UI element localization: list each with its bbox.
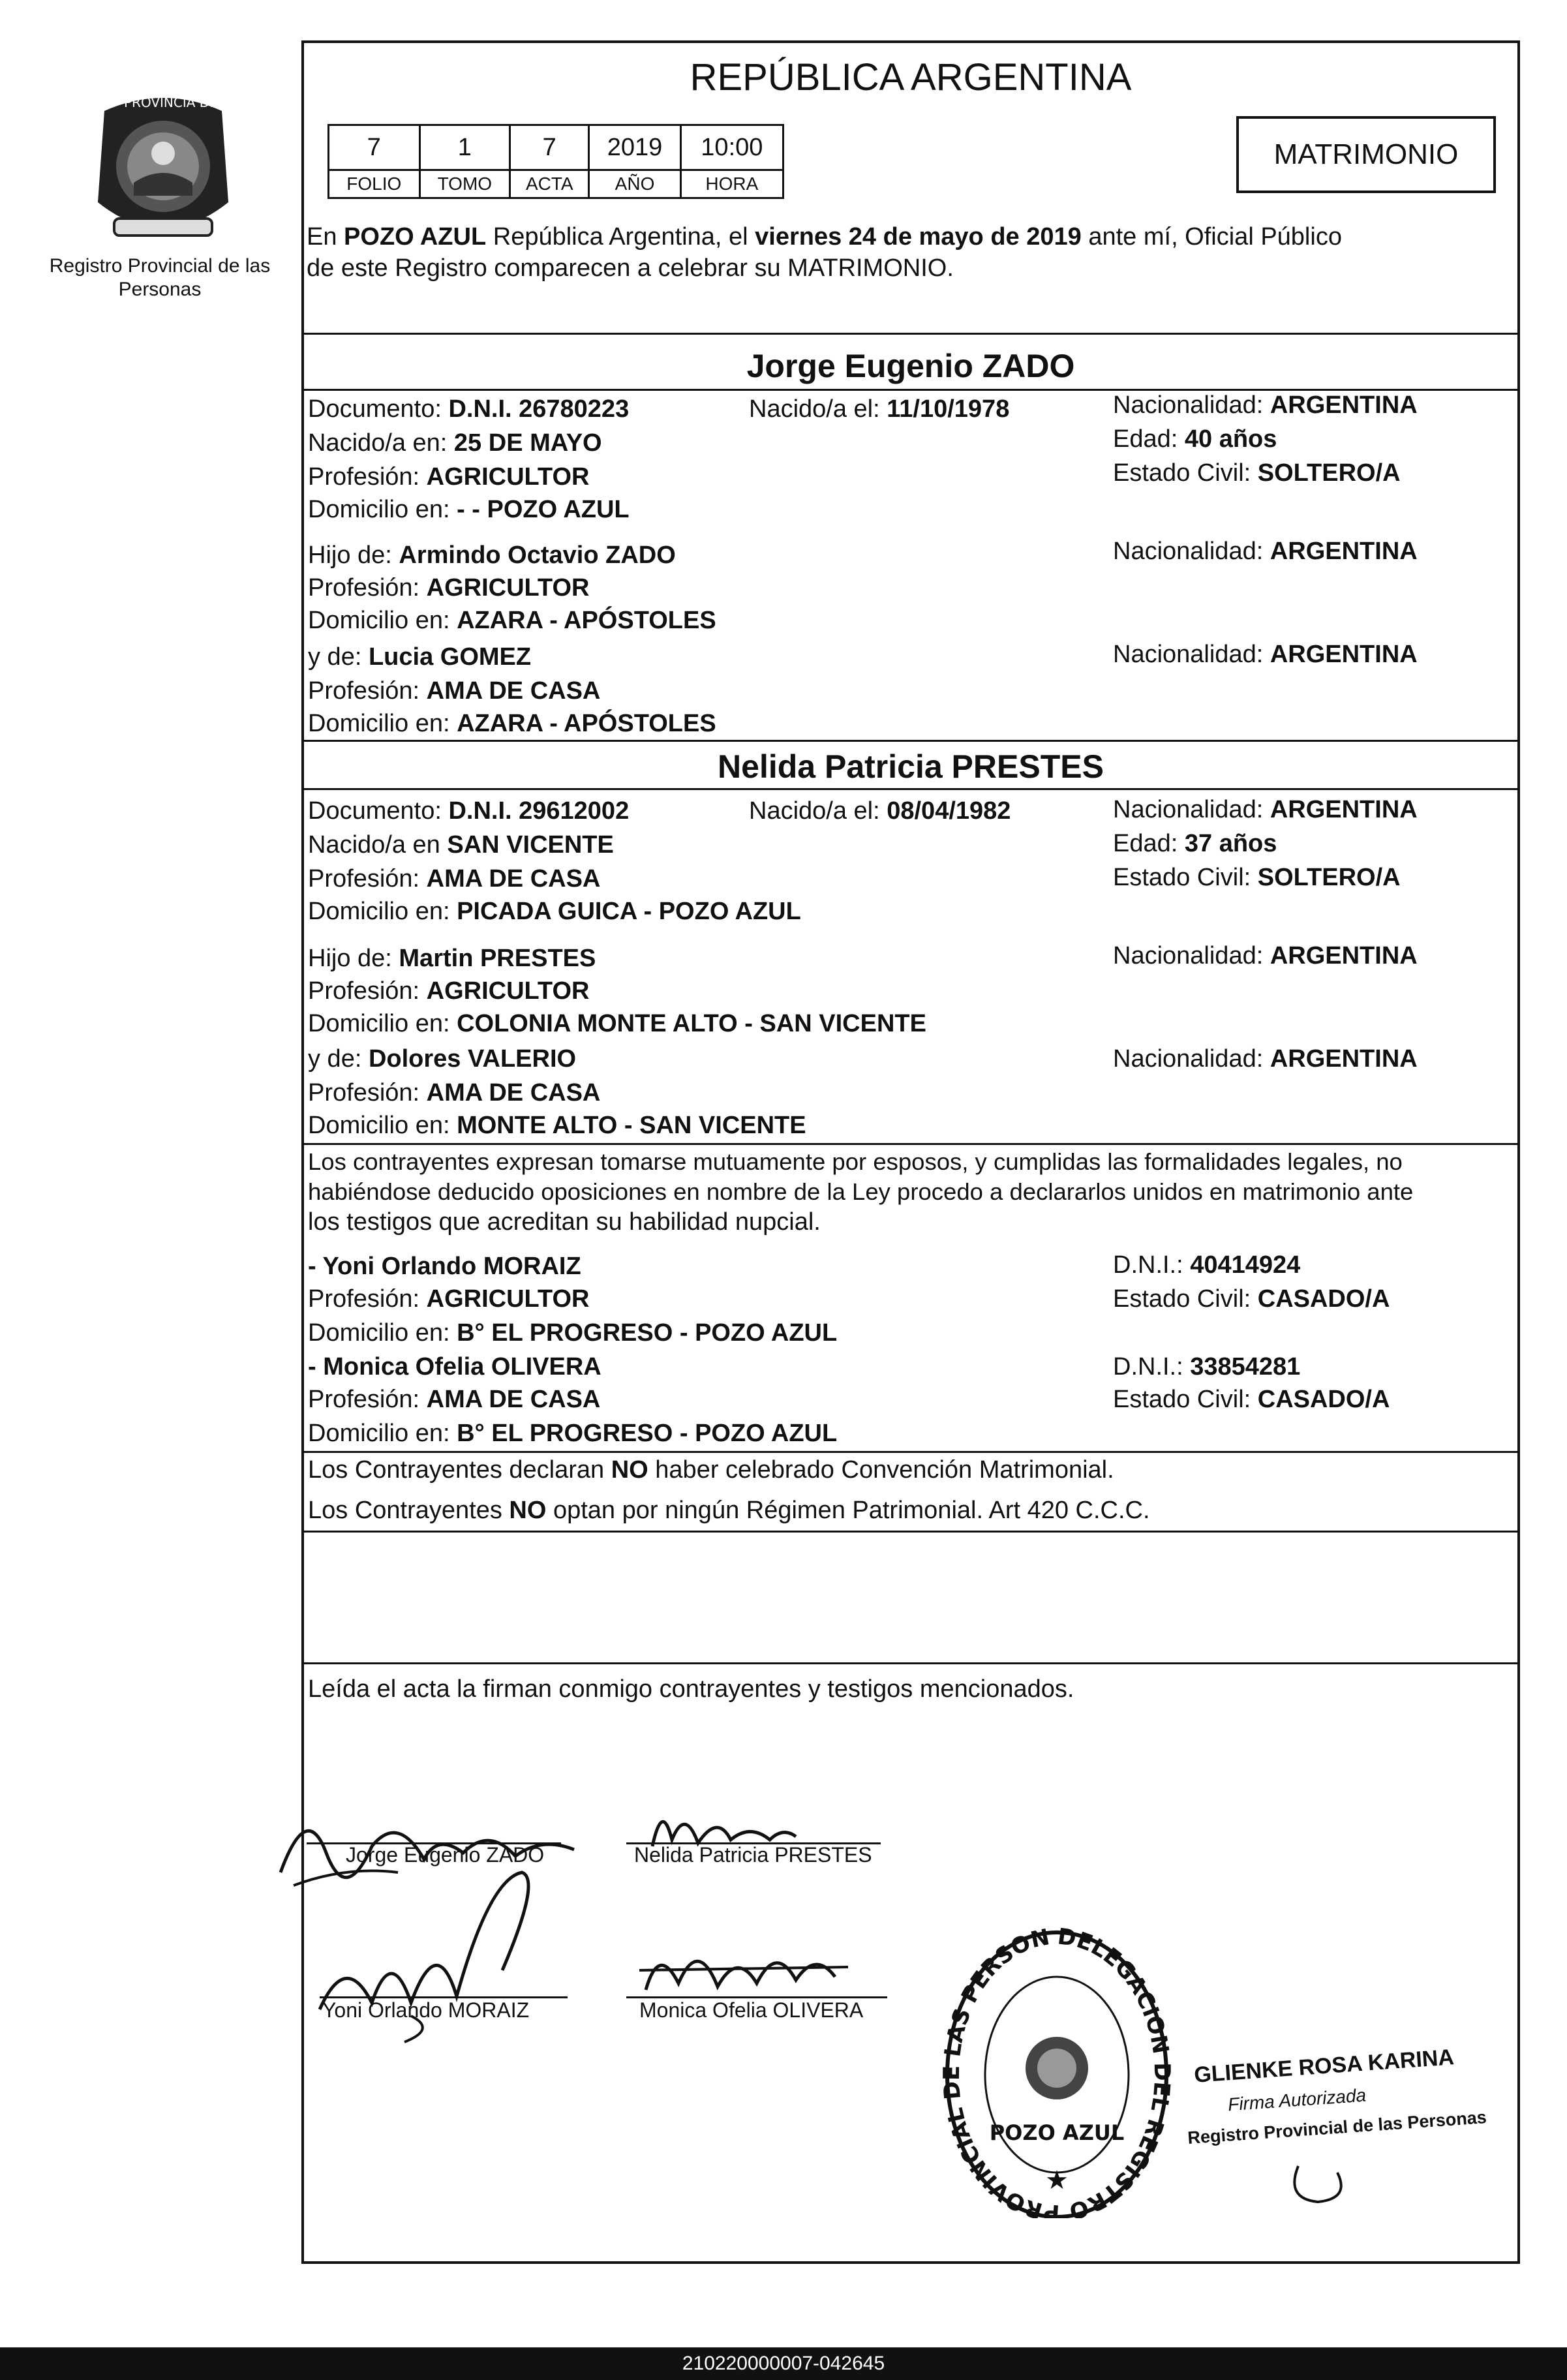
folio-value: 7: [329, 125, 420, 170]
officer-name: GLIENKE ROSA KARINA: [1193, 2045, 1455, 2088]
divider: [301, 1662, 1520, 1664]
signature-witness2: [626, 1931, 874, 2003]
declaration-line-3: los testigos que acreditan su habilidad nupcial.: [308, 1208, 821, 1236]
witness1-name: - Yoni Orlando MORAIZ: [308, 1253, 581, 1280]
tomo-label: TOMO: [419, 170, 510, 198]
convention-line-1: Los Contrayentes declaran NO haber celebrado Convención Matrimonial.: [308, 1456, 1114, 1484]
signature-label-witness2: Monica Ofelia OLIVERA: [639, 1998, 864, 2022]
spouse1-mother: y de: Lucia GOMEZ: [308, 643, 532, 671]
spouse2-mother: y de: Dolores VALERIO: [308, 1045, 577, 1073]
registry-label: Registro Provincial de las Personas: [49, 255, 271, 300]
svg-text:★: ★: [1045, 2165, 1069, 2195]
spouse1-civil-status: Estado Civil: SOLTERO/A: [1113, 459, 1401, 487]
folio-label: FOLIO: [329, 170, 420, 198]
year-value: 2019: [589, 125, 680, 170]
logo-seal-text: PROVINCIA DE MISIONES: [124, 95, 286, 110]
officer-registry: Registro Provincial de las Personas: [1187, 2107, 1487, 2148]
signature-label-witness1: Yoni Orlando MORAIZ: [322, 1998, 530, 2022]
declaration-line-1: Los contrayentes expresan tomarse mutuamente por esposos, y cumplidas las formalidades legales, no: [308, 1148, 1403, 1175]
spouse1-birth-place: Nacido/a en: 25 DE MAYO: [308, 429, 602, 457]
divider: [301, 1143, 1520, 1145]
acta-value: 7: [510, 125, 589, 170]
spouse2-father-domicile: Domicilio en: COLONIA MONTE ALTO - SAN VICENTE: [308, 1010, 926, 1037]
spouse2-name: Nelida Patricia PRESTES: [718, 748, 1104, 785]
spouse2-father-profession: Profesión: AGRICULTOR: [308, 977, 590, 1005]
witness1-dni: D.N.I.: 40414924: [1113, 1251, 1301, 1279]
spouse1-domicile: Domicilio en: - - POZO AZUL: [308, 496, 630, 523]
witness1-civil-status: Estado Civil: CASADO/A: [1113, 1285, 1390, 1313]
acta-type-box: MATRIMONIO: [1236, 116, 1496, 193]
spouse1-father: Hijo de: Armindo Octavio ZADO: [308, 542, 676, 569]
acta-id-table: [327, 124, 784, 199]
witness2-civil-status: Estado Civil: CASADO/A: [1113, 1386, 1390, 1413]
witness2-domicile: Domicilio en: B° EL PROGRESO - POZO AZUL: [308, 1420, 838, 1447]
officer-signature: [1279, 2153, 1370, 2212]
registry-stamp: [939, 1925, 1174, 2218]
spouse2-mother-domicile: Domicilio en: MONTE ALTO - SAN VICENTE: [308, 1112, 806, 1139]
spouse1-mother-profession: Profesión: AMA DE CASA: [308, 677, 601, 705]
spouse1-birth-date: Nacido/a el: 11/10/1978: [749, 395, 1010, 423]
spouse2-mother-nationality: Nacionalidad: ARGENTINA: [1113, 1045, 1418, 1073]
intro-line-1: En POZO AZUL República Argentina, el viernes 24 de mayo de 2019 ante mí, Oficial Público: [307, 223, 1342, 251]
spouse2-birth-date: Nacido/a el: 08/04/1982: [749, 797, 1011, 825]
divider: [301, 1531, 1520, 1533]
spouse2-age: Edad: 37 años: [1113, 830, 1277, 857]
spouse1-mother-nationality: Nacionalidad: ARGENTINA: [1113, 641, 1418, 668]
divider: [301, 333, 1520, 335]
signature-label-spouse2: Nelida Patricia PRESTES: [634, 1843, 872, 1867]
spouse1-document: Documento: D.N.I. 26780223: [308, 395, 630, 423]
convention-line-2: Los Contrayentes NO optan por ningún Régimen Patrimonial. Art 420 C.C.C.: [308, 1497, 1150, 1524]
spouse2-father-nationality: Nacionalidad: ARGENTINA: [1113, 942, 1418, 969]
spouse1-age: Edad: 40 años: [1113, 425, 1277, 453]
stamp-text: DELEGACION DEL REGISTRO PROVINCIAL DE LAS PERSON: [939, 1925, 1174, 2218]
witness1-profession: Profesión: AGRICULTOR: [308, 1285, 590, 1313]
witness1-domicile: Domicilio en: B° EL PROGRESO - POZO AZUL: [308, 1319, 838, 1347]
registry-logo: [78, 91, 286, 248]
spouse2-profession: Profesión: AMA DE CASA: [308, 865, 601, 892]
intro-line-2: de este Registro comparecen a celebrar su MATRIMONIO.: [307, 254, 954, 282]
spouse1-nationality: Nacionalidad: ARGENTINA: [1113, 391, 1418, 419]
divider: [301, 1451, 1520, 1453]
spouse2-civil-status: Estado Civil: SOLTERO/A: [1113, 864, 1401, 891]
divider: [301, 740, 1520, 742]
declaration-line-2: habiéndose deducido oposiciones en nombre de la Ley procedo a declararlos unidos en matrimonio ante: [308, 1178, 1414, 1205]
witness2-name: - Monica Ofelia OLIVERA: [308, 1353, 601, 1381]
tomo-value: 1: [419, 125, 510, 170]
stamp-place: POZO AZUL: [989, 2120, 1125, 2145]
spouse2-domicile: Domicilio en: PICADA GUICA - POZO AZUL: [308, 898, 801, 925]
officer-authorized: Firma Autorizada: [1227, 2084, 1367, 2115]
spouse2-father: Hijo de: Martin PRESTES: [308, 945, 596, 972]
spouse1-father-nationality: Nacionalidad: ARGENTINA: [1113, 538, 1418, 565]
divider: [301, 788, 1520, 790]
spouse2-mother-profession: Profesión: AMA DE CASA: [308, 1079, 601, 1106]
spouse1-profession: Profesión: AGRICULTOR: [308, 463, 590, 491]
hour-value: 10:00: [680, 125, 783, 170]
closing-statement: Leída el acta la firman conmigo contrayentes y testigos mencionados.: [308, 1675, 1074, 1703]
spouse1-father-profession: Profesión: AGRICULTOR: [308, 574, 590, 602]
spouse2-nationality: Nacionalidad: ARGENTINA: [1113, 796, 1418, 823]
document-title: REPÚBLICA ARGENTINA: [690, 56, 1132, 99]
witness2-profession: Profesión: AMA DE CASA: [308, 1386, 601, 1413]
hour-label: HORA: [680, 170, 783, 198]
acta-label: ACTA: [510, 170, 589, 198]
spouse2-document: Documento: D.N.I. 29612002: [308, 797, 630, 825]
footer-barcode-text: 210220000007-042645: [0, 2347, 1567, 2380]
year-label: AÑO: [589, 170, 680, 198]
spouse2-birth-place: Nacido/a en SAN VICENTE: [308, 831, 614, 859]
signature-label-spouse1: Jorge Eugenio ZADO: [346, 1843, 545, 1867]
spouse1-father-domicile: Domicilio en: AZARA - APÓSTOLES: [308, 607, 716, 634]
spouse1-mother-domicile: Domicilio en: AZARA - APÓSTOLES: [308, 710, 716, 737]
spouse1-name: Jorge Eugenio ZADO: [746, 348, 1075, 384]
witness2-dni: D.N.I.: 33854281: [1113, 1353, 1301, 1381]
